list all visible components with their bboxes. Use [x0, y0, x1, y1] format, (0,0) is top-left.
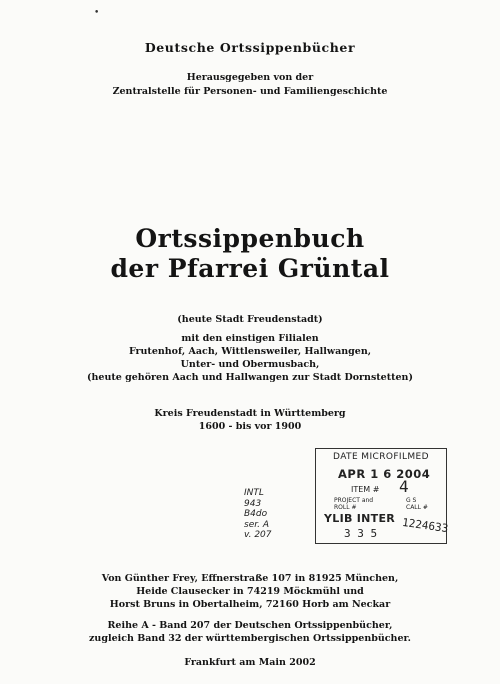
- stamp-item-label: ITEM #: [351, 485, 380, 494]
- series-title: Deutsche Ortssippenbücher: [144, 40, 356, 55]
- stamp-date: APR 1 6 2004: [338, 467, 431, 481]
- authors-line-2: Heide Clausecker in 74219 Möckmühl und: [136, 586, 364, 597]
- publisher-line-2: Zentralstelle für Personen- und Familiengeschichte: [112, 86, 388, 97]
- handnote-line: B4do: [244, 509, 268, 519]
- filialen-line-1: mit den einstigen Filialen: [181, 333, 319, 344]
- stamp-call-number: 1224633: [401, 515, 450, 536]
- authors-line-3: Horst Bruns in Obertalheim, 72160 Horb am Neckar: [109, 599, 391, 610]
- handnote-line: v. 207: [244, 530, 272, 540]
- stamp-call-label: CALL #: [406, 504, 428, 511]
- filialen-line-3: Unter- und Obermusbach,: [180, 359, 320, 370]
- corner-mark: •: [94, 8, 100, 18]
- main-title-line-1: Ortssippenbuch: [135, 224, 365, 253]
- filialen-line-4: (heute gehören Aach und Hallwangen zur Stadt Dornstetten): [87, 372, 413, 383]
- main-title-line-2: der Pfarrei Grüntal: [110, 254, 390, 283]
- series-info-line-2: zugleich Band 32 der württembergischen Ortssippenbücher.: [89, 633, 411, 644]
- district: Kreis Freudenstadt in Württemberg: [154, 408, 346, 419]
- stamp-title: DATE MICROFILMED: [333, 452, 429, 462]
- handnote-line: INTL: [244, 488, 264, 498]
- handnote-line: ser. A: [244, 519, 269, 530]
- filialen-line-2: Frutenhof, Aach, Wittlensweiler, Hallwangen,: [128, 346, 372, 357]
- handwritten-call-note: [244, 488, 272, 541]
- subtitle: (heute Stadt Freudenstadt): [177, 314, 323, 325]
- authors-line-1: Von Günther Frey, Effnerstraße 107 in 81925 München,: [101, 573, 399, 584]
- series-info-line-1: Reihe A - Band 207 der Deutschen Ortssippenbücher,: [107, 620, 393, 631]
- stamp-roll-number: 3 3 5: [344, 527, 378, 540]
- stamp-project-label: PROJECT and: [334, 497, 374, 504]
- stamp-institution: YLIB INTER: [324, 512, 396, 525]
- year-range: 1600 - bis vor 1900: [198, 421, 302, 432]
- stamp-item-value: 4: [399, 477, 409, 496]
- place-and-date: Frankfurt am Main 2002: [184, 657, 316, 668]
- microfilm-stamp: [315, 448, 450, 544]
- stamp-id-label: G S: [406, 497, 417, 504]
- stamp-roll-label: ROLL #: [334, 504, 357, 511]
- publisher-line-1: Herausgegeben von der: [186, 72, 314, 83]
- handnote-line: 943: [244, 498, 262, 509]
